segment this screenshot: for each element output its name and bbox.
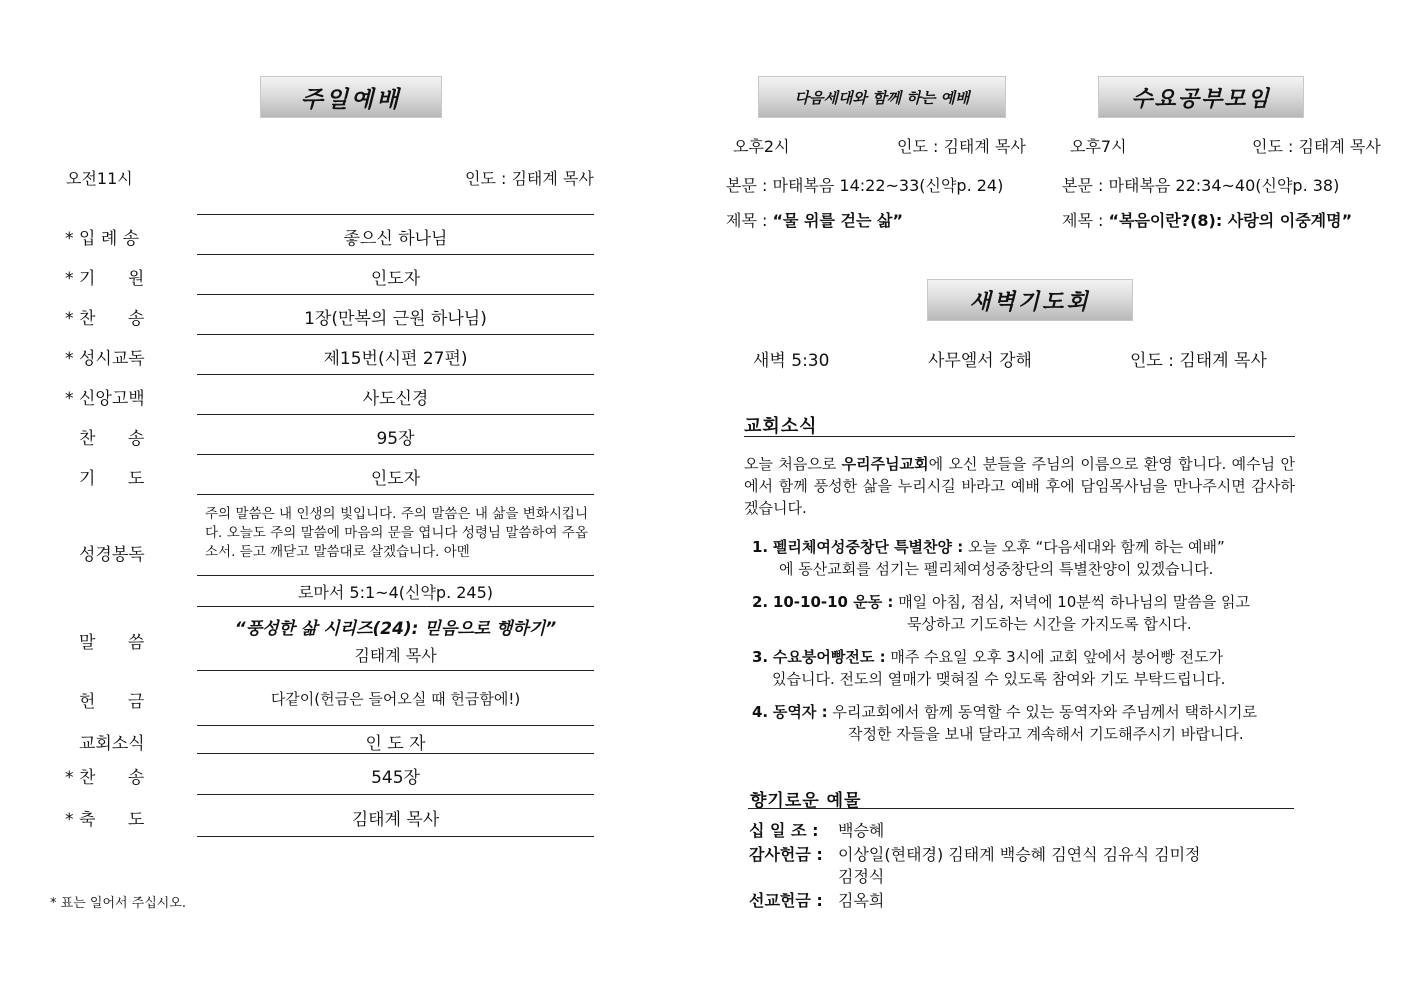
- order-label: * 축 도: [65, 810, 145, 830]
- offering-names-cont: 김정식: [838, 867, 885, 886]
- order-value: 다같이(헌금은 들어오실 때 헌금함에!): [270, 690, 521, 708]
- sunday-service-banner: [260, 76, 442, 118]
- offering-names: 이상일(현태경) 김태계 백승혜 김연식 김유식 김미정: [838, 845, 1201, 864]
- divider: [197, 606, 594, 607]
- sermon-preacher: 김태계 목사: [354, 646, 437, 665]
- gen-title: 제목 : “물 위를 걷는 삶”: [726, 211, 903, 230]
- offering-underline: [748, 808, 1294, 809]
- wed-leader: 인도 : 김태계 목사: [1252, 137, 1381, 156]
- order-value: 1장(만복의 근원 하나님): [304, 309, 487, 329]
- order-label: * 기 원: [65, 269, 145, 289]
- dawn-time: 새벽 5:30: [753, 351, 830, 371]
- service-leader: 인도 : 김태계 목사: [465, 169, 594, 188]
- order-label: 기 도: [79, 469, 145, 489]
- divider: [197, 334, 594, 335]
- order-label: * 신앙고백: [65, 389, 145, 409]
- offering-names: 백승혜: [838, 821, 885, 840]
- divider: [197, 575, 594, 576]
- gen-service-banner: [758, 76, 1006, 118]
- wed-time: 오후7시: [1070, 137, 1127, 156]
- dawn-prayer-title: 새벽기도회: [969, 289, 1091, 315]
- order-label: 교회소식: [79, 734, 145, 754]
- news-item: 2. 10-10-10 운동 : 매일 아침, 점심, 저녁에 10분씩 하나님의 말씀을 읽고: [752, 593, 1250, 611]
- order-value: 인 도 자: [365, 734, 426, 754]
- order-value: 인도자: [370, 469, 421, 489]
- order-value: 제15번(시편 27편): [323, 349, 468, 369]
- reading-label: 성경봉독: [79, 545, 145, 565]
- divider: [197, 670, 594, 671]
- news-item-cont: 묵상하고 기도하는 시간을 가지도록 합시다.: [907, 615, 1192, 633]
- divider: [197, 836, 594, 837]
- sermon-label: 말 씀: [79, 633, 145, 653]
- news-intro: 오늘 처음으로 우리주님교회에 오신 분들을 주님의 이름으로 환영 합니다. 예수님 안에서 함께 풍성한 삶을 누리시길 바라고 예배 후에 담임목사님을 만나주시면 감사하겠습니다.: [744, 455, 1295, 517]
- offering-label: 선교헌금 :: [749, 891, 823, 910]
- gen-leader: 인도 : 김태계 목사: [897, 137, 1026, 156]
- service-time: 오전11시: [66, 169, 133, 188]
- offering-title: 향기로운 예물: [750, 791, 862, 811]
- sunday-service-title: 주일예배: [300, 86, 402, 113]
- wed-title: 제목 : “복음이란?(8): 사랑의 이중계명”: [1062, 211, 1353, 230]
- order-value: 95장: [376, 429, 415, 449]
- order-label: * 찬 송: [65, 768, 145, 788]
- sermon-title: “풍성한 삶 시리즈(24): 믿음으로 행하기”: [234, 619, 557, 639]
- wed-text: 본문 : 마태복음 22:34~40(신약p. 38): [1062, 176, 1340, 195]
- footnote: * 표는 일어서 주십시오.: [50, 896, 187, 911]
- wed-service-title: 수요공부모임: [1131, 86, 1271, 112]
- gen-service-title: 다음세대와 함께 하는 예배: [794, 88, 970, 107]
- order-label: * 입 례 송: [65, 229, 140, 249]
- divider: [197, 794, 594, 795]
- divider: [197, 494, 594, 495]
- offering-label: 십 일 조 :: [749, 821, 819, 840]
- gen-time: 오후2시: [733, 137, 790, 156]
- offering-label: 감사헌금 :: [749, 845, 823, 864]
- dawn-prayer-banner: [927, 279, 1133, 321]
- news-item: 1. 펠리체여성중창단 특별찬양 : 오늘 오후 “다음세대와 함께 하는 예배”: [752, 538, 1225, 556]
- order-value: 사도신경: [362, 389, 429, 409]
- news-item: 3. 수요붕어빵전도 : 매주 수요일 오후 3시에 교회 앞에서 붕어빵 전도가: [752, 648, 1224, 666]
- divider: [197, 725, 594, 726]
- order-label: 찬 송: [79, 429, 145, 449]
- divider: [197, 254, 594, 255]
- order-value: 545장: [371, 768, 420, 788]
- news-item-cont: 에 동산교회를 섬기는 펠리체여성중창단의 특별찬양이 있겠습니다.: [779, 560, 1214, 578]
- reading-passage: 로마서 5:1~4(신약p. 245): [297, 583, 494, 602]
- divider: [197, 374, 594, 375]
- news-item-cont: 작정한 자들을 보내 달라고 계속해서 기도해주시기 바랍니다.: [848, 725, 1244, 743]
- news-title: 교회소식: [744, 416, 818, 437]
- offering-names: 김옥희: [838, 891, 885, 910]
- order-value: 인도자: [370, 269, 421, 289]
- divider: [197, 454, 594, 455]
- wed-service-banner: [1098, 76, 1304, 118]
- order-value: 김태계 목사: [351, 810, 440, 830]
- gen-text: 본문 : 마태복음 14:22~33(신약p. 24): [726, 176, 1004, 195]
- dawn-book: 사무엘서 강해: [928, 351, 1032, 371]
- order-value: 좋으신 하나님: [343, 229, 448, 249]
- order-label: * 찬 송: [65, 309, 145, 329]
- dawn-leader: 인도 : 김태계 목사: [1130, 351, 1267, 371]
- news-item: 4. 동역자 : 우리교회에서 함께 동역할 수 있는 동역자와 주님께서 택하시기로: [752, 703, 1258, 721]
- news-item-cont: 있습니다. 전도의 열매가 맺혀질 수 있도록 참여와 기도 부탁드립니다.: [772, 670, 1226, 688]
- divider: [197, 214, 594, 215]
- news-underline: [744, 436, 1295, 437]
- order-label: * 성시교독: [65, 349, 145, 369]
- reading-prayer: 주의 말씀은 내 인생의 빛입니다. 주의 말씀은 내 삶을 변화시킵니다. 오늘도 주의 말씀에 마음의 문을 엽니다 성령님 말씀하여 주옵소서. 듣고 깨닫고 말씀대로 살겠습니다. 아멘: [205, 506, 588, 560]
- divider: [197, 294, 594, 295]
- order-label: 헌 금: [79, 692, 145, 712]
- divider: [197, 414, 594, 415]
